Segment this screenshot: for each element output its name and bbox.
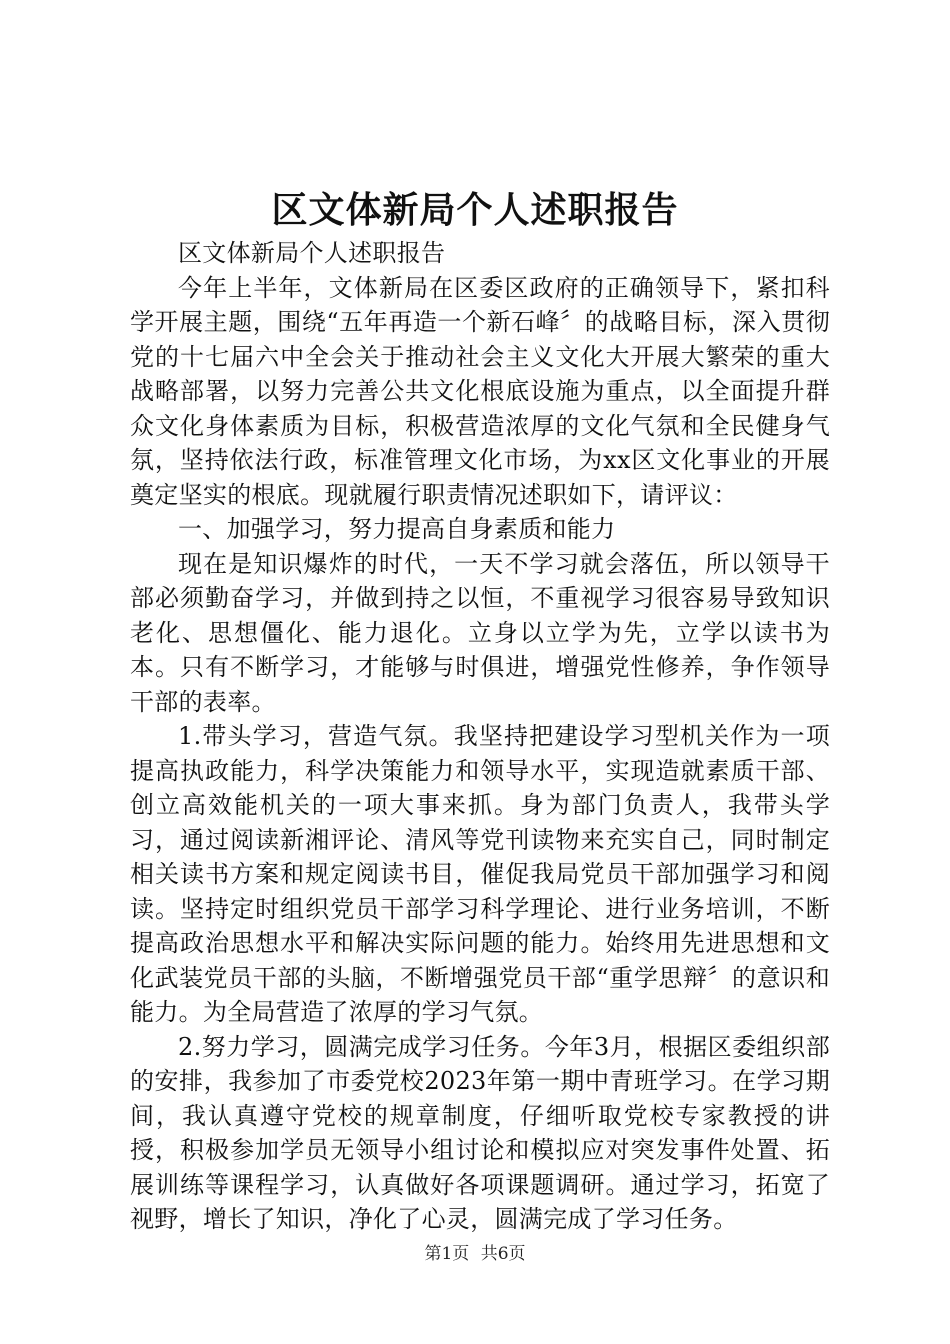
subtitle-paragraph: 区文体新局个人述职报告 xyxy=(178,239,446,267)
document-body xyxy=(130,236,830,1237)
body-paragraph: 1.带头学习，营造气氛。我坚持把建设学习型机关作为一项提高执政能力，科学决策能力和领导水平，实现造就素质干部、创立高效能机关的一项大事来抓。身为部门负责人，我带头学习，通过阅读新湘评论、清风等党刊读物来充实自己，同时制定相关读书方案和规定阅读书目，催促我局党员干部加强学习和阅读。坚持定时组织党员干部学习科学理论、进行业务培训，不断提高政治思想水平和解决实际问题的能力。始终用先进思想和文化武装党员干部的头脑，不断增强党员干部“重学思辩〞的意识和能力。为全局营造了浓厚的学习气氛。 xyxy=(130,722,830,1026)
body-paragraph: 现在是知识爆炸的时代，一天不学习就会落伍，所以领导干部必须勤奋学习，并做到持之以恒，不重视学习很容易导致知识老化、思想僵化、能力退化。立身以立学为先，立学以读书为本。只有不断学习，才能够与时俱进，增强党性修养，争作领导干部的表率。 xyxy=(130,549,830,716)
intro-paragraph: 今年上半年，文体新局在区委区政府的正确领导下，紧扣科学开展主题，围绕“五年再造一个新石峰〞的战略目标，深入贯彻党的十七届六中全会关于推动社会主义文化大开展大繁荣的重大战略部署，以努力完善公共文化根底设施为重点，以全面提升群众文化身体素质为目标，积极营造浓厚的文化气氛和全民健身气氛，坚持依法行政，标准管理文化市场，为xx区文化事业的开展奠定坚实的根底。现就履行职责情况述职如下，请评议： xyxy=(130,273,830,509)
page-number: 第1页 xyxy=(424,1244,470,1264)
page-total: 共6页 xyxy=(480,1244,526,1264)
page-footer xyxy=(0,1243,950,1265)
body-paragraph: 2.努力学习，圆满完成学习任务。今年3月，根据区委组织部的安排，我参加了市委党校2023年第一期中青班学习。在学习期间，我认真遵守党校的规章制度，仔细听取党校专家教授的讲授，积极参加学员无领导小组讨论和模拟应对突发事件处置、拓展训练等课程学习，认真做好各项课题调研。通过学习，拓宽了视野，增长了知识，净化了心灵，圆满完成了学习任务。 xyxy=(130,1032,830,1233)
document-title: 区文体新局个人述职报告 xyxy=(271,189,679,231)
section-heading-1: 一、加强学习，努力提高自身素质和能力 xyxy=(178,515,616,543)
